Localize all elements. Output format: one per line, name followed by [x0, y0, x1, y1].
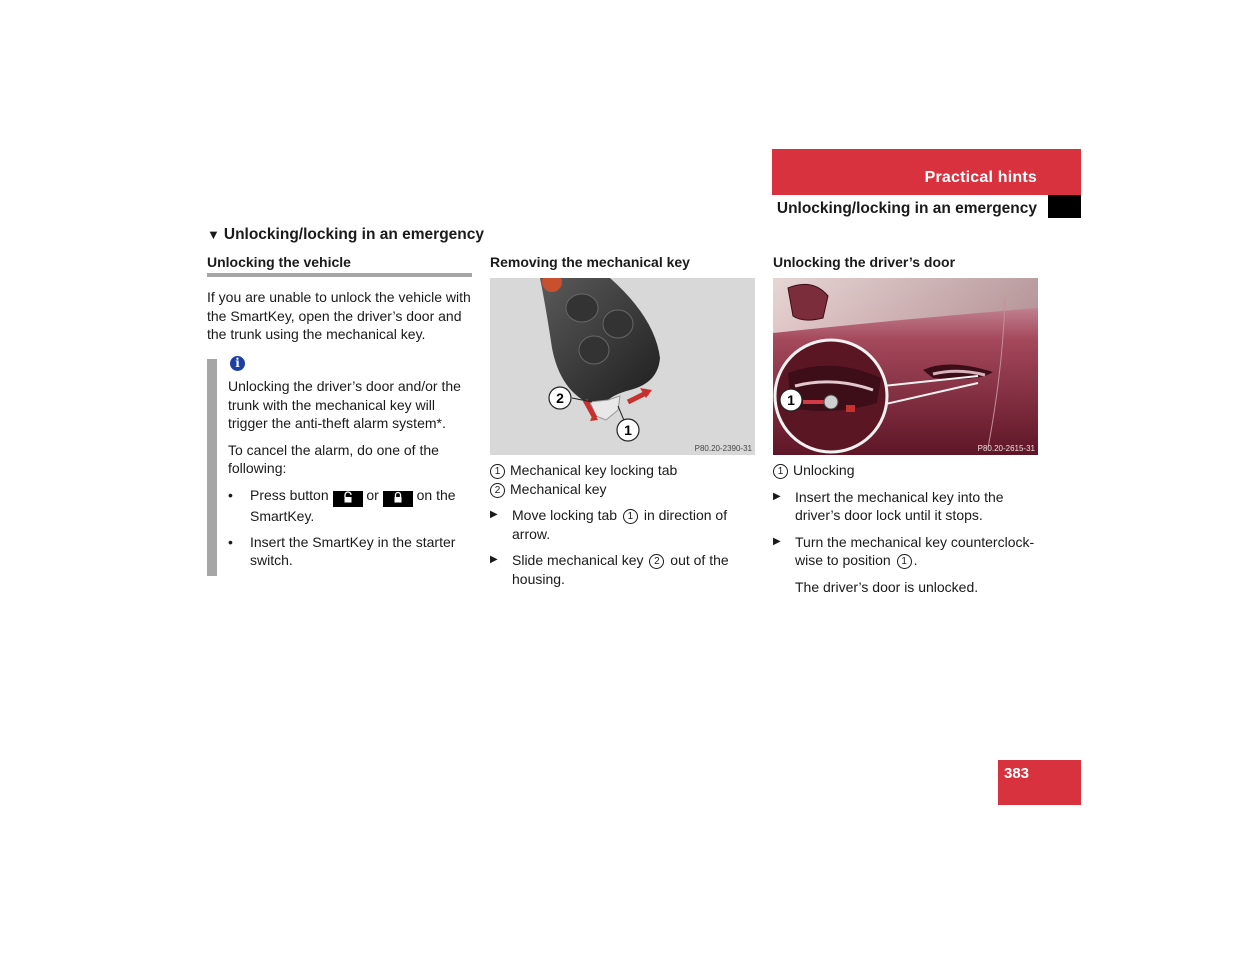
- heading-rule: [207, 273, 472, 277]
- page-heading: [207, 226, 484, 244]
- col3-heading: Unlocking the driver’s door: [773, 254, 956, 270]
- unlock-button-icon: [333, 491, 363, 507]
- step-arrow-icon: ▶: [490, 554, 498, 566]
- instruction-step: [773, 533, 1038, 570]
- legend-number: 1: [490, 464, 505, 479]
- legend-number: 1: [773, 464, 788, 479]
- door-figure: [773, 278, 1038, 455]
- col1-intro: If you are unable to unlock the vehicle with the SmartKey, open the driver’s door and the trunk using the mechanical key.: [207, 289, 471, 343]
- bullet-icon: •: [228, 533, 233, 550]
- page-number-tab: [998, 760, 1081, 805]
- step-text: .: [913, 552, 918, 569]
- bullet-icon: •: [228, 486, 233, 503]
- callout-1: 1: [624, 422, 632, 438]
- bullet-text: on the SmartKey.: [250, 486, 456, 524]
- result-text: The driver’s door is unlocked.: [795, 578, 979, 595]
- page-number: 383: [1004, 765, 1030, 782]
- step-text: Slide mechanical key: [512, 552, 644, 569]
- step-text: Turn the mechanical key counterclock-wise to position: [795, 533, 1035, 569]
- legend-item: [490, 480, 755, 499]
- bullet-text: or: [366, 486, 379, 503]
- step-arrow-icon: ▶: [490, 509, 498, 521]
- ref-number: 1: [897, 554, 912, 569]
- list-item: [228, 533, 473, 570]
- step-arrow-icon: ▶: [773, 490, 781, 502]
- section-title: Practical hints: [924, 169, 1037, 186]
- legend-number: 2: [490, 483, 505, 498]
- lock-button-icon: [383, 491, 413, 507]
- figure-code: P80.20-2615-31: [977, 444, 1035, 453]
- step-arrow-icon: ▶: [773, 535, 781, 547]
- legend-text: Unlocking: [793, 462, 855, 478]
- instruction-step: [490, 551, 755, 588]
- section-tab: [772, 149, 1081, 195]
- thumb-tab-marker: [1048, 195, 1081, 218]
- door-illustration: [773, 278, 1038, 455]
- callout-1: 1: [787, 392, 795, 408]
- step-text: in direction of arrow.: [512, 507, 728, 542]
- info-box: [228, 356, 473, 577]
- figure-code: P80.20-2390-31: [694, 444, 752, 453]
- subsection-title: Unlocking/locking in an emergency: [776, 200, 1037, 217]
- col2-body: [490, 461, 755, 597]
- ref-number: 1: [623, 509, 638, 524]
- smartkey-figure: [490, 278, 755, 455]
- col1-heading: Unlocking the vehicle: [207, 254, 351, 270]
- info-sidebar: [207, 359, 217, 576]
- instruction-step: [773, 488, 1038, 525]
- step-text: out of the housing.: [512, 552, 729, 587]
- legend-text: Mechanical key locking tab: [510, 462, 678, 478]
- legend-item: [490, 461, 755, 480]
- instruction-step: [490, 506, 755, 543]
- step-text: Insert the mechanical key into the driver’s door lock until it stops.: [795, 488, 1004, 524]
- info-text-cancel: To cancel the alarm, do one of the following:: [228, 441, 439, 477]
- legend-item: [773, 461, 1038, 480]
- step-text: Move locking tab: [512, 507, 618, 524]
- callout-2: 2: [556, 390, 564, 406]
- col2-heading: Removing the mechanical key: [490, 254, 690, 270]
- bullet-text: Insert the SmartKey in the starter switch.: [250, 533, 456, 569]
- page-heading-text: Unlocking/locking in an emergency: [223, 226, 484, 243]
- ref-number: 2: [649, 554, 664, 569]
- bullet-text: Press button: [250, 486, 329, 503]
- smartkey-illustration: [490, 278, 755, 455]
- info-text-alarm: Unlocking the driver’s door and/or the trunk with the mechanical key will trigger the anti-theft alarm system*.: [228, 378, 461, 432]
- list-item: [228, 486, 473, 526]
- col3-body: [773, 461, 1038, 597]
- legend-text: Mechanical key: [510, 480, 607, 497]
- triangle-down-icon: ▼: [207, 227, 220, 242]
- info-icon: i: [230, 356, 245, 371]
